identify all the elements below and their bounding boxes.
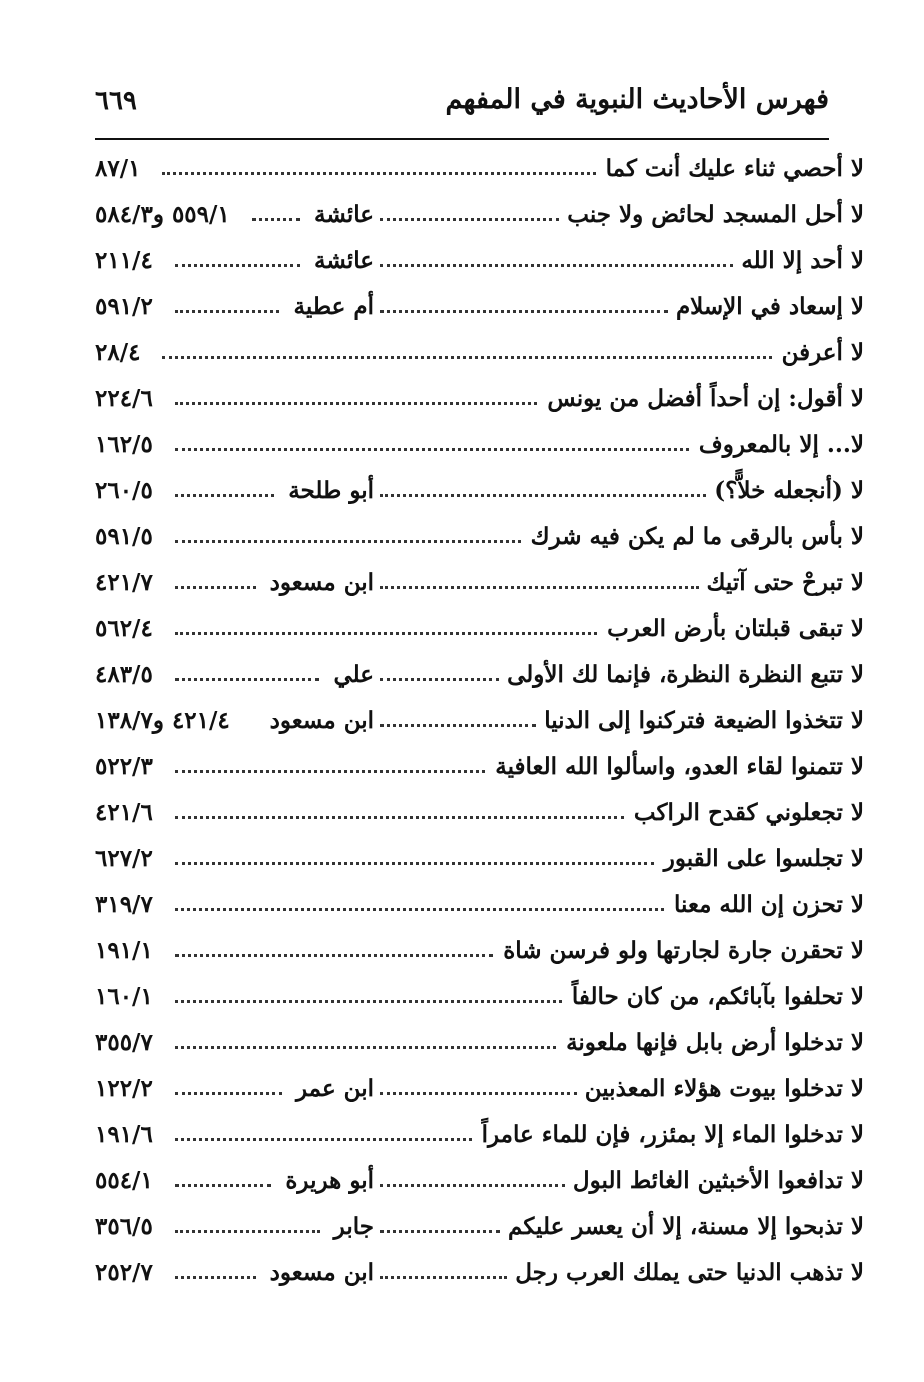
volume-page-reference: ١٦٢/٥ (95, 431, 153, 458)
volume-page-reference: ٤٨٣/٥ (95, 661, 153, 688)
dot-leader (380, 494, 706, 497)
volume-page-reference: ٥٩١/٥ (95, 523, 153, 550)
page-title: فهرس الأحاديث النبوية في المفهم (445, 84, 829, 115)
hadith-text: لا أحصي ثناء عليك أنت كما (605, 155, 864, 182)
narrator-name: ابن مسعود (269, 707, 374, 734)
dot-leader (175, 1138, 472, 1141)
dot-leader (175, 954, 493, 957)
dot-leader (252, 218, 300, 221)
narrator-name: عائشة (314, 247, 374, 274)
hadith-text: لا تتمنوا لقاء العدو، واسألوا الله العافية (495, 753, 864, 780)
hadith-text: لا تحزن إن الله معنا (674, 891, 864, 918)
hadith-text: لا أعرفن (781, 339, 864, 366)
narrator-name: علي (333, 661, 374, 688)
hadith-text: لا تحلفوا بآبائكم، من كان حالفاً (571, 983, 864, 1010)
index-entry (95, 606, 864, 652)
dot-leader (380, 264, 733, 267)
dot-leader (380, 1230, 500, 1233)
index-entry (95, 468, 864, 514)
volume-page-reference: ٢١١/٤ (95, 247, 153, 274)
hadith-text: لا تتخذوا الضيعة فتركنوا إلى الدنيا (544, 707, 864, 734)
index-entry (95, 192, 864, 238)
dot-leader (175, 1092, 282, 1095)
hadith-text: لا تذهب الدنيا حتى يملك العرب رجل (515, 1259, 864, 1286)
index-entry (95, 1158, 864, 1204)
dot-leader (380, 1092, 577, 1095)
hadith-text: لا تدافعوا الأخبثين الغائط البول (572, 1167, 864, 1194)
narrator-name: ابن مسعود (269, 569, 374, 596)
dot-leader (162, 356, 772, 359)
dot-leader (175, 1000, 562, 1003)
narrator-name: عائشة (314, 201, 374, 228)
hadith-text: لا بأس بالرقى ما لم يكن فيه شرك (530, 523, 864, 550)
dot-leader (162, 172, 596, 175)
volume-page-reference: ٤٢١/٤ و١٣٨/٧ (95, 707, 230, 734)
dot-leader (175, 678, 319, 681)
index-entry (95, 744, 864, 790)
volume-page-reference: ٢٢٤/٦ (95, 385, 153, 412)
dot-leader (380, 724, 536, 727)
index-entry (95, 1204, 864, 1250)
hadith-text: لا أحل المسجد لحائض ولا جنب (567, 201, 864, 228)
dot-leader (380, 218, 559, 221)
dot-leader (175, 816, 624, 819)
narrator-name: أم عطية (293, 293, 374, 320)
hadith-text: لا تجعلوني كقدح الراكب (633, 799, 864, 826)
index-entry (95, 1250, 864, 1296)
index-entry (95, 1066, 864, 1112)
index-entry (95, 882, 864, 928)
hadith-text: لا تدخلوا أرض بابل فإنها ملعونة (566, 1029, 864, 1056)
dot-leader (175, 632, 597, 635)
hadith-text: لا تجلسوا على القبور (663, 845, 864, 872)
hadith-text: لا تبرحْ حتى آتيك (706, 569, 864, 596)
volume-page-reference: ٨٧/١ (95, 155, 141, 182)
index-entry (95, 514, 864, 560)
volume-page-reference: ٥٥٤/١ (95, 1167, 153, 1194)
dot-leader (175, 770, 485, 773)
volume-page-reference: ٢٥٢/٧ (95, 1259, 153, 1286)
page-header (95, 78, 829, 128)
index-entry (95, 422, 864, 468)
volume-page-reference: ٥٥٩/١ و٥٨٤/٣ (95, 201, 230, 228)
volume-page-reference: ٤٢١/٦ (95, 799, 153, 826)
volume-page-reference: ٥٩١/٢ (95, 293, 153, 320)
dot-leader (380, 1276, 507, 1279)
index-entry (95, 238, 864, 284)
volume-page-reference: ٥٢٢/٣ (95, 753, 153, 780)
hadith-index-list (95, 146, 864, 1296)
hadith-text: لا تدخلوا الماء إلا بمئزر، فإن للماء عامراً (481, 1121, 864, 1148)
dot-leader (175, 264, 300, 267)
dot-leader (175, 540, 521, 543)
volume-page-reference: ٥٦٢/٤ (95, 615, 153, 642)
dot-leader (175, 448, 689, 451)
dot-leader (380, 678, 499, 681)
volume-page-reference: ١٦٠/١ (95, 983, 153, 1010)
volume-page-reference: ٢٨/٤ (95, 339, 141, 366)
hadith-text: لا تدخلوا بيوت هؤلاء المعذبين (584, 1075, 864, 1102)
hadith-text: لا... إلا بالمعروف (698, 431, 864, 458)
index-entry (95, 928, 864, 974)
volume-page-reference: ٤٢١/٧ (95, 569, 153, 596)
index-entry (95, 330, 864, 376)
dot-leader (175, 402, 537, 405)
hadith-text: لا تتبع النظرة النظرة، فإنما لك الأولى (507, 661, 864, 688)
volume-page-reference: ٣٥٥/٧ (95, 1029, 153, 1056)
hadith-text: لا تبقى قبلتان بأرض العرب (607, 615, 864, 642)
page-number: ٦٦٩ (95, 86, 137, 116)
narrator-name: ابن عمر (295, 1075, 374, 1102)
narrator-name: جابر (333, 1213, 374, 1240)
dot-leader (175, 310, 279, 313)
volume-page-reference: ٣١٩/٧ (95, 891, 153, 918)
hadith-text: لا أقول: إن أحداً أفضل من يونس (547, 385, 864, 412)
index-entry (95, 1112, 864, 1158)
hadith-text: لا أحد إلا الله (741, 247, 864, 274)
volume-page-reference: ٦٢٧/٢ (95, 845, 153, 872)
narrator-name: أبو هريرة (285, 1167, 374, 1194)
index-entry (95, 1020, 864, 1066)
dot-leader (380, 586, 699, 589)
dot-leader (175, 862, 654, 865)
dot-leader (175, 586, 256, 589)
index-entry (95, 836, 864, 882)
dot-leader (175, 1276, 256, 1279)
dot-leader (175, 1230, 320, 1233)
index-entry (95, 284, 864, 330)
volume-page-reference: ٣٥٦/٥ (95, 1213, 153, 1240)
dot-leader (175, 908, 664, 911)
dot-leader (175, 1046, 556, 1049)
hadith-text: لا إسعاد في الإسلام (675, 293, 864, 320)
volume-page-reference: ١٩١/٦ (95, 1121, 153, 1148)
narrator-name: أبو طلحة (288, 477, 374, 504)
volume-page-reference: ١٢٢/٢ (95, 1075, 153, 1102)
index-entry (95, 146, 864, 192)
index-entry (95, 698, 864, 744)
index-entry (95, 376, 864, 422)
index-entry (95, 790, 864, 836)
index-entry (95, 974, 864, 1020)
narrator-name: ابن مسعود (269, 1259, 374, 1286)
volume-page-reference: ١٩١/١ (95, 937, 153, 964)
dot-leader (380, 310, 668, 313)
header-rule (95, 138, 829, 140)
dot-leader (380, 1184, 565, 1187)
index-entry (95, 560, 864, 606)
dot-leader (175, 494, 274, 497)
hadith-text: لا تذبحوا إلا مسنة، إلا أن يعسر عليكم (508, 1213, 864, 1240)
index-entry (95, 652, 864, 698)
volume-page-reference: ٢٦٠/٥ (95, 477, 153, 504)
hadith-text: لا تحقرن جارة لجارتها ولو فرسن شاة (503, 937, 864, 964)
dot-leader (175, 1184, 271, 1187)
hadith-text: لا (أنجعله خلاًّ؟) (714, 477, 864, 504)
